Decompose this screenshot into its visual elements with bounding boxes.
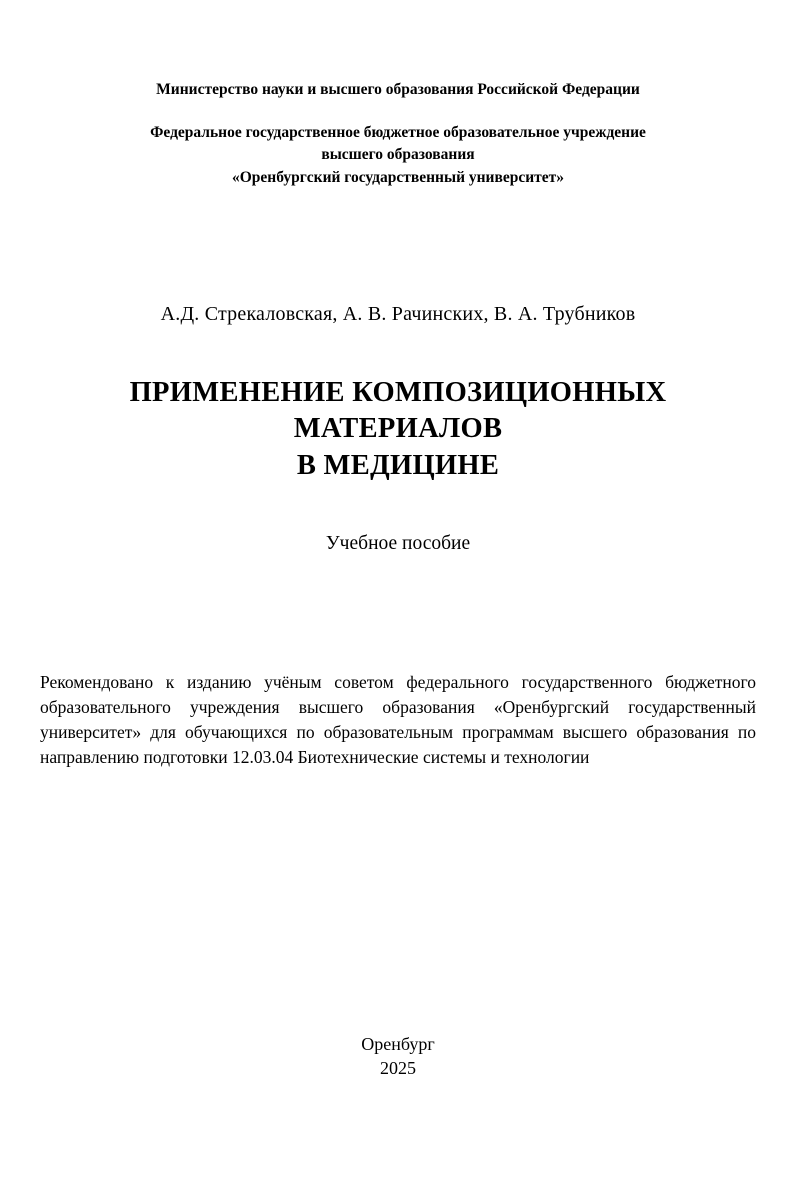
page-content — [40, 0, 756, 1182]
institution-line-1: Федеральное государственное бюджетное образовательное учреждение — [150, 124, 646, 141]
authors-line: А.Д. Стрекаловская, А. В. Рачинских, В. А. Трубников — [160, 303, 636, 325]
page-subtitle: Учебное пособие — [325, 533, 471, 554]
page-title-line-1: ПРИМЕНЕНИЕ КОМПОЗИЦИОННЫХ — [129, 377, 667, 408]
institution-block — [40, 122, 756, 189]
page-title-line-2: МАТЕРИАЛОВ — [293, 413, 503, 445]
page-title-line-3: В МЕДИЦИНЕ — [296, 449, 500, 481]
ministry-line: Министерство науки и высшего образования Российской Федерации — [156, 81, 640, 98]
imprint-year: 2025 — [380, 1058, 416, 1079]
page-title — [40, 375, 756, 484]
institution-line-3: «Оренбургский государственный университет» — [231, 168, 565, 186]
recommendation-paragraph: Рекомендовано к изданию учёным советом федерального государственного бюджетного образовательного учреждения высшего образования «Оренбургский государственный университет» для обучающихся по образовательным программам высшего образования по направлению подготовки 12.03.04 Биотехнические системы и технологии — [40, 672, 756, 767]
imprint-city: Оренбург — [361, 1034, 435, 1054]
institution-line-2: высшего образования — [321, 146, 475, 164]
imprint-block — [40, 1032, 756, 1081]
